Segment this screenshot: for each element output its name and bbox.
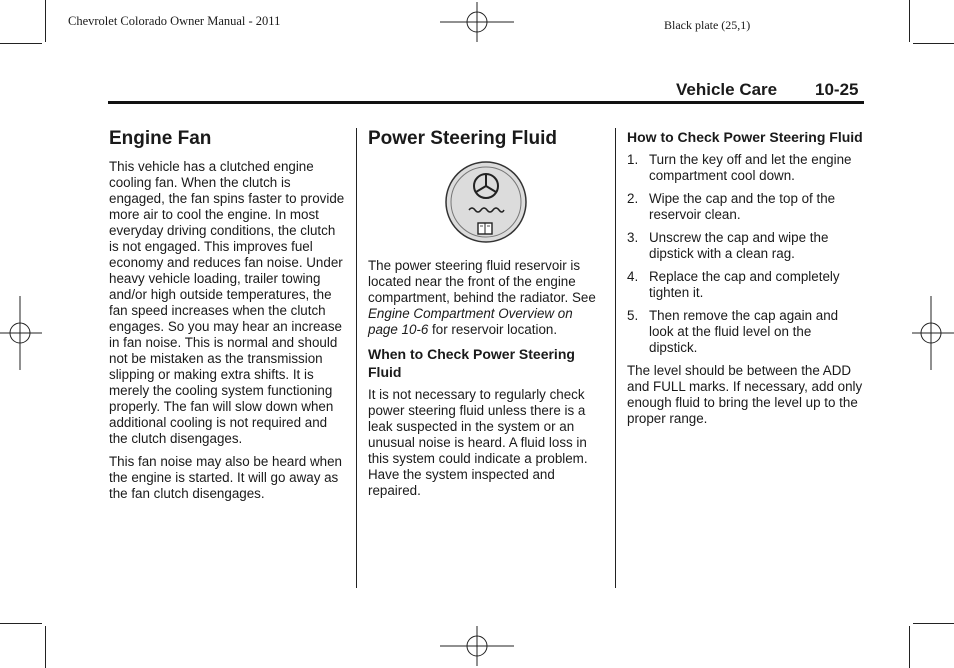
- steps-list: [627, 152, 863, 356]
- column-divider: [615, 128, 616, 588]
- heading-engine-fan: Engine Fan: [109, 128, 212, 149]
- paragraph: It is not necessary to regularly check power steering fluid unless there is a leak suspected in the system or an unusual noise is heard. A fluid loss in this system could indicate a problem. Have the system inspected and repaired.: [368, 387, 588, 498]
- list-item: 3. Unscrew the cap and wipe the dipstick with a clean rag.: [627, 230, 829, 261]
- list-item: 2. Wipe the cap and the top of the reservoir clean.: [627, 191, 836, 222]
- paragraph: The power steering fluid reservoir is located near the front of the engine compartment, behind the radiator. See Engine Compartment Overview on page 10-6 for reservoir location.: [368, 258, 596, 337]
- list-item: 5. Then remove the cap again and look at the fluid level on the dipstick.: [627, 308, 839, 355]
- column-engine-fan: [109, 128, 347, 509]
- crop-mark: [909, 626, 910, 668]
- plate-label: Black plate (25,1): [664, 18, 751, 32]
- heading-power-steering-fluid: Power Steering Fluid: [368, 128, 557, 149]
- power-steering-fluid-cap-icon: [444, 160, 528, 244]
- subheading-when-to-check: When to Check Power Steering Fluid: [368, 346, 575, 380]
- column-divider: [356, 128, 357, 588]
- crop-mark: [0, 43, 42, 44]
- subheading-how-to-check: How to Check Power Steering Fluid: [627, 129, 863, 145]
- registration-mark-top: [440, 2, 514, 42]
- paragraph: This fan noise may also be heard when the engine is started. It will go away as the fan clutch disengages.: [109, 454, 342, 501]
- manual-title: Chevrolet Colorado Owner Manual - 2011: [68, 14, 281, 28]
- column-power-steering: [368, 128, 606, 506]
- crop-mark: [45, 0, 46, 42]
- crop-mark: [913, 623, 954, 624]
- header-rule: [108, 101, 864, 104]
- paragraph: This vehicle has a clutched engine cooling fan. When the clutch is engaged, the fan spins faster to provide more air to cool the engine. In most everyday driving conditions, the clutch is not engaged. This improves fuel economy and reduces fan noise. Under heavy vehicle loading, trailer towing and/or high outside temperatures, the fan speed increases when the clutch engages. So you may hear an increase in fan noise. This is normal and should not be mistaken as the transmission slipping or making extra shifts. It is merely the cooling system functioning properly. The fan will slow down when additional cooling is not required and the clutch disengages.: [109, 159, 345, 446]
- registration-mark-right: [912, 296, 954, 370]
- crop-mark: [0, 623, 42, 624]
- list-item: 1. Turn the key off and let the engine compartment cool down.: [627, 152, 852, 183]
- crop-mark: [45, 626, 46, 668]
- list-item: 4. Replace the cap and completely tighten it.: [627, 269, 840, 300]
- section-title: Vehicle Care: [676, 80, 778, 99]
- registration-mark-bottom: [440, 626, 514, 666]
- registration-mark-left: [0, 296, 42, 370]
- column-how-to-check: [627, 128, 863, 434]
- crop-mark: [913, 43, 954, 44]
- cross-reference-link[interactable]: Engine Compartment Overview on page 10-6: [368, 306, 573, 337]
- page-number: 10-25: [815, 80, 859, 99]
- crop-mark: [909, 0, 910, 42]
- paragraph: The level should be between the ADD and FULL marks. If necessary, add only enough fluid to bring the level up to the proper range.: [627, 363, 863, 426]
